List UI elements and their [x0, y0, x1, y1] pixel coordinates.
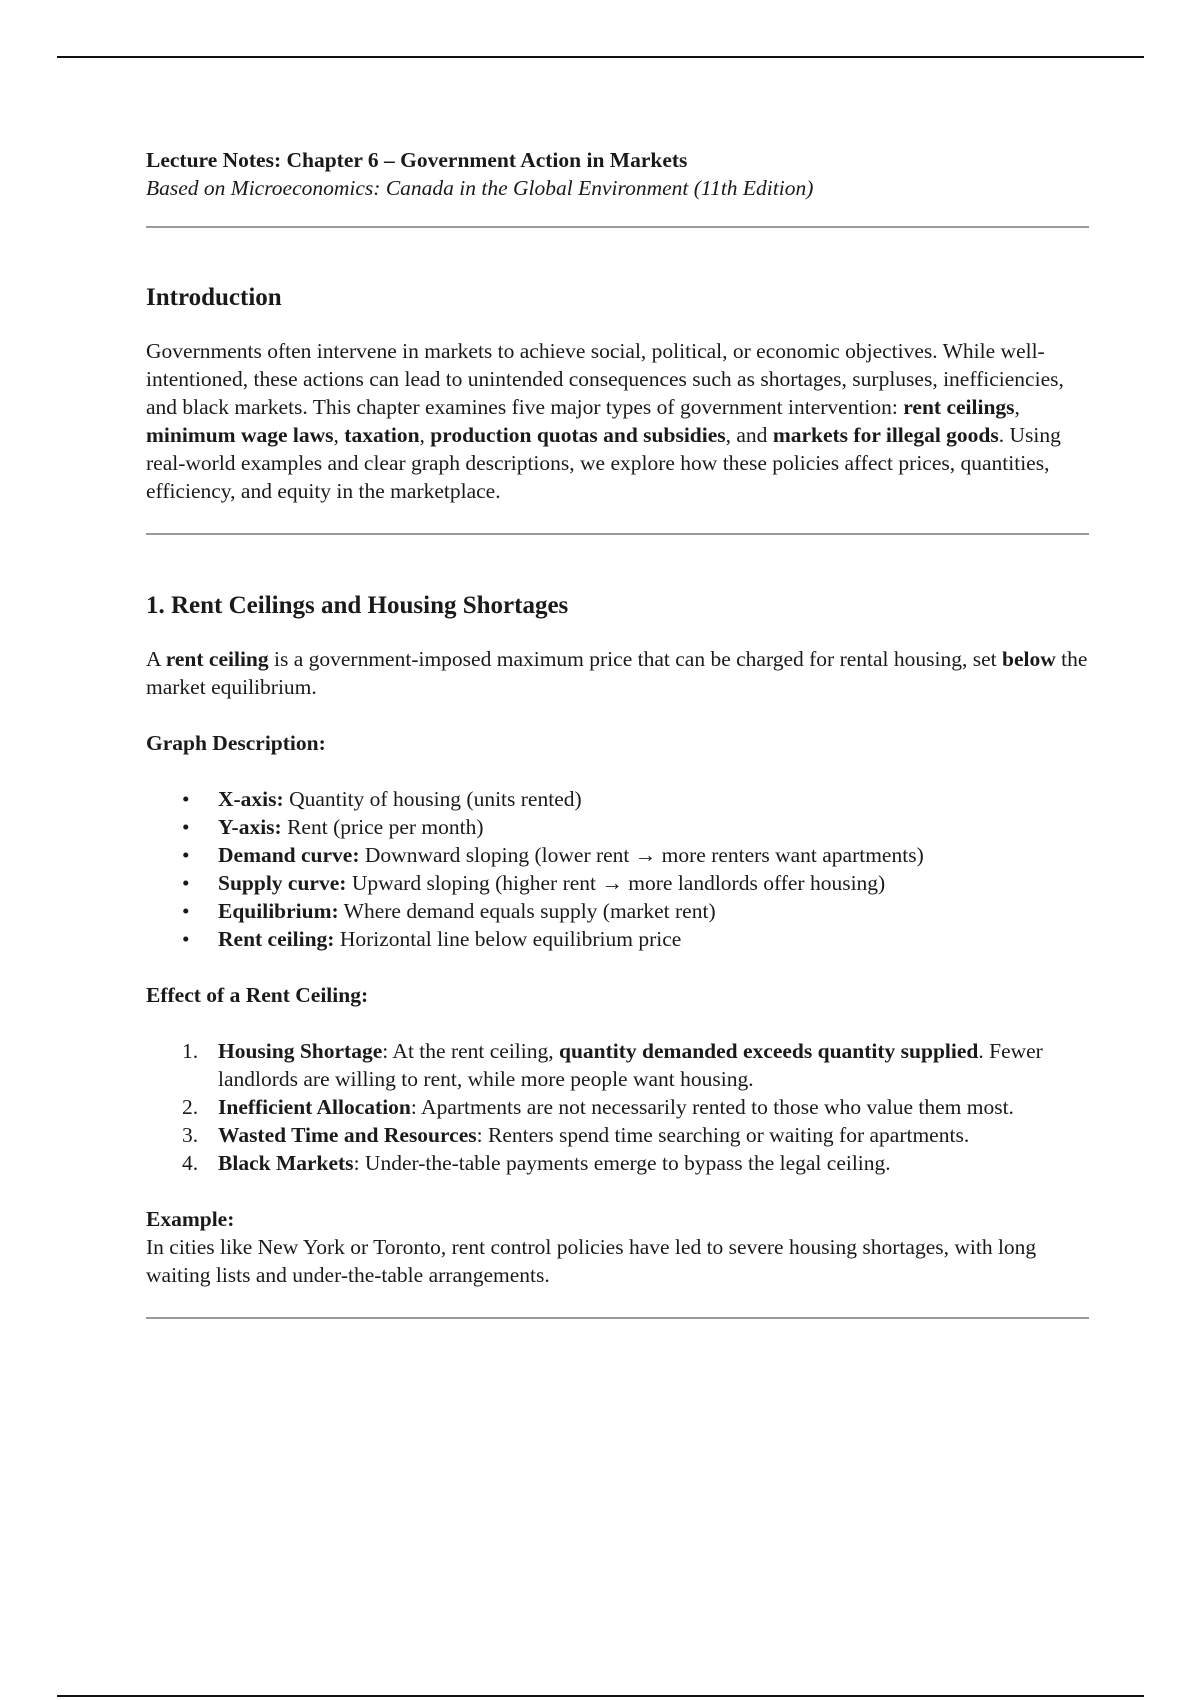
effect-text: : At the rent ceiling, — [382, 1039, 560, 1063]
graph-description-list — [146, 785, 1090, 953]
list-item — [146, 897, 1090, 925]
def-bold-below: below — [1002, 647, 1056, 671]
section-divider — [146, 226, 1089, 228]
effect-label: Black Markets — [218, 1151, 354, 1175]
list-item — [146, 1037, 1090, 1093]
intro-sep-1: , — [1014, 395, 1020, 419]
list-item — [146, 813, 1090, 841]
def-text-1: A — [146, 647, 166, 671]
def-text-3: the market equilibrium. — [146, 647, 1088, 699]
intro-bold-minimum-wage: minimum wage laws — [146, 423, 334, 447]
effect-bold-text: quantity demanded exceeds quantity supplied — [559, 1039, 979, 1063]
introduction-paragraph — [146, 337, 1090, 505]
list-item-text: Downward sloping (lower rent → more renters want apartments) — [359, 843, 924, 867]
intro-sep-3: , — [419, 423, 431, 447]
list-item — [146, 925, 1090, 953]
rent-ceiling-definition — [146, 645, 1090, 701]
intro-bold-rent-ceilings: rent ceilings — [903, 395, 1015, 419]
list-item-label: Supply curve: — [218, 871, 347, 895]
document-title: Lecture Notes: Chapter 6 – Government Action in Markets — [146, 148, 688, 172]
intro-text-2: . Using real-world examples and clear graph descriptions, we explore how these policies affect prices, quantities, efficiency, and equity in the marketplace. — [146, 423, 1061, 503]
intro-bold-illegal-goods: markets for illegal goods — [772, 423, 999, 447]
bullet-icon: • — [182, 871, 190, 895]
list-number: 4. — [182, 1151, 199, 1175]
list-item-label: Equilibrium: — [218, 899, 339, 923]
effect-text: : Apartments are not necessarily rented to those who value them most. — [410, 1095, 1014, 1119]
effect-text: . Fewer landlords are willing to rent, while more people want housing. — [218, 1039, 1043, 1091]
list-item — [146, 1121, 1090, 1149]
effect-text: : Renters spend time searching or waiting for apartments. — [476, 1123, 970, 1147]
page-bottom-rule — [57, 1695, 1144, 1697]
rent-ceilings-heading: 1. Rent Ceilings and Housing Shortages — [146, 592, 569, 619]
effect-list — [146, 1037, 1090, 1177]
bullet-icon: • — [182, 843, 190, 867]
list-item-text: Horizontal line below equilibrium price — [334, 927, 682, 951]
intro-sep-2: , — [333, 423, 345, 447]
graph-description-heading: Graph Description: — [146, 731, 326, 755]
list-item — [146, 1149, 1090, 1177]
effect-text: : Under-the-table payments emerge to bypass the legal ceiling. — [353, 1151, 891, 1175]
list-number: 3. — [182, 1123, 199, 1147]
section-divider — [146, 1317, 1089, 1319]
effect-label: Housing Shortage — [218, 1039, 383, 1063]
list-item-text: Upward sloping (higher rent → more landlords offer housing) — [346, 871, 886, 895]
document-content — [146, 146, 1090, 1319]
example-heading: Example: — [146, 1207, 235, 1231]
list-item-label: Demand curve: — [218, 843, 360, 867]
intro-bold-taxation: taxation — [344, 423, 420, 447]
list-number: 1. — [182, 1039, 199, 1063]
list-item-label: Rent ceiling: — [218, 927, 335, 951]
list-item — [146, 841, 1090, 869]
effect-label: Wasted Time and Resources — [218, 1123, 477, 1147]
list-item — [146, 1093, 1090, 1121]
document-subtitle: Based on Microeconomics: Canada in the Global Environment (11th Edition) — [146, 176, 814, 200]
list-item-text: Quantity of housing (units rented) — [283, 787, 582, 811]
list-item-label: X-axis: — [218, 787, 284, 811]
def-bold-rent-ceiling: rent ceiling — [165, 647, 269, 671]
bullet-icon: • — [182, 927, 190, 951]
list-item-label: Y-axis: — [218, 815, 282, 839]
list-item-text: Rent (price per month) — [281, 815, 484, 839]
intro-sep-4: , and — [725, 423, 773, 447]
intro-bold-quotas-subsidies: production quotas and subsidies — [430, 423, 726, 447]
intro-text-1: Governments often intervene in markets to achieve social, political, or economic objectives. While well-intentioned, these actions can lead to unintended consequences such as shortages, surpluses, inefficiencies, and black markets. This chapter examines five major types of government intervention: — [146, 339, 1064, 419]
list-item-text: Where demand equals supply (market rent) — [338, 899, 716, 923]
bullet-icon: • — [182, 787, 190, 811]
list-item — [146, 785, 1090, 813]
effect-heading: Effect of a Rent Ceiling: — [146, 983, 369, 1007]
bullet-icon: • — [182, 815, 190, 839]
effect-label: Inefficient Allocation — [218, 1095, 411, 1119]
section-divider — [146, 533, 1089, 535]
example-text: In cities like New York or Toronto, rent control policies have led to severe housing shortages, with long waiting lists and under-the-table arrangements. — [146, 1235, 1037, 1287]
bullet-icon: • — [182, 899, 190, 923]
list-number: 2. — [182, 1095, 199, 1119]
def-text-2: is a government-imposed maximum price that can be charged for rental housing, set — [268, 647, 1002, 671]
list-item — [146, 869, 1090, 897]
page-top-rule — [57, 56, 1144, 58]
introduction-heading: Introduction — [146, 284, 282, 311]
